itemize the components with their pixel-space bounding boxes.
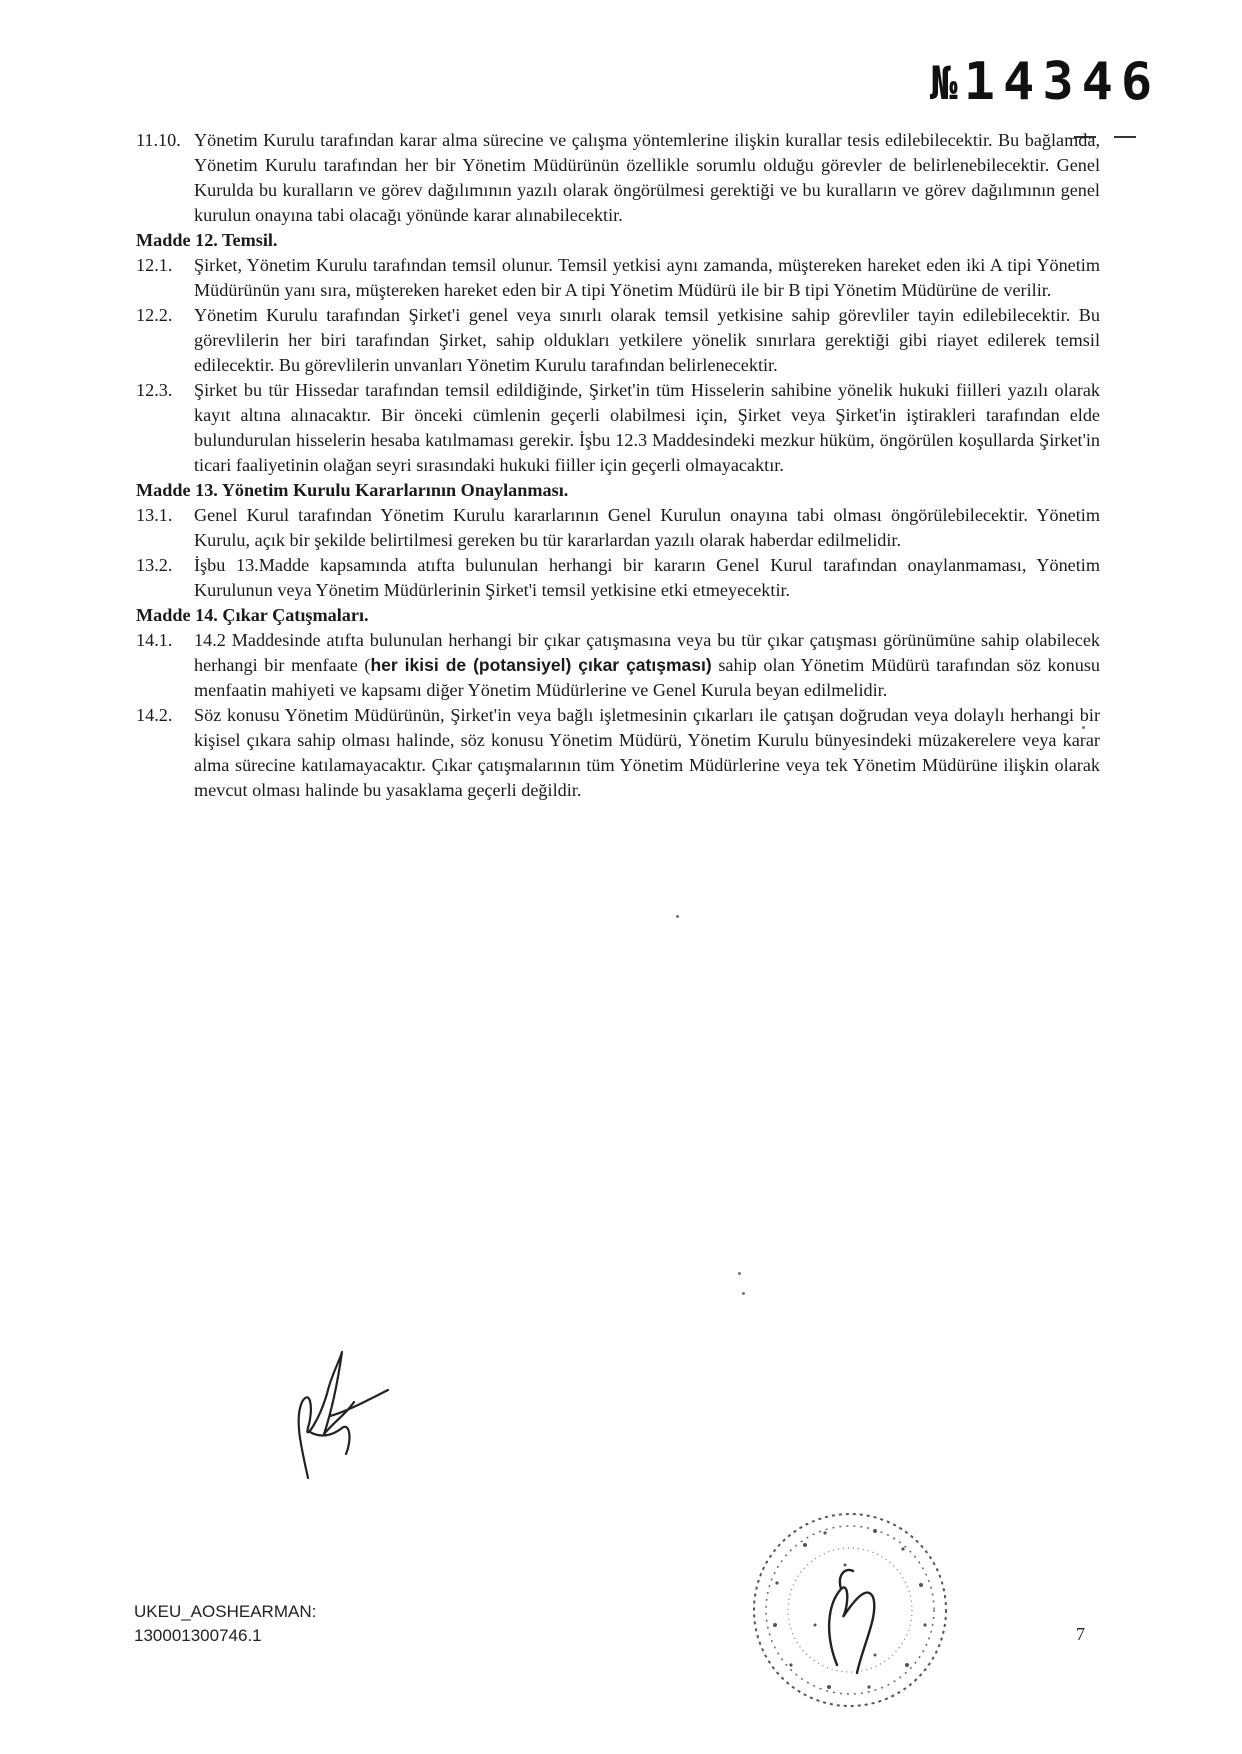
paragraph-text: Söz konusu Yönetim Müdürünün, Şirket'in veya bağlı işletmesinin çıkarları ile çatışan doğrudan veya dolaylı herhangi bir kişisel çıkara sahip olması halinde, söz konusu Yönetim Müdürü, Yönetim Kurulu bünyesindeki müzakerelere veya karar alma sürecine katılamayacaktır. Çıkar çatışmalarının tüm Yönetim Müdürlerine veya tek Yönetim Müdürüne ilişkin olarak mevcut olması halinde bu yasaklama geçerli değildir. — [194, 705, 1100, 800]
paragraph-number: 12.1. — [136, 255, 173, 275]
scan-speck — [738, 1272, 741, 1275]
scan-speck — [742, 1292, 745, 1295]
paragraph-text — [194, 628, 1100, 703]
notary-seal-image — [745, 1505, 955, 1715]
article-heading-14: Madde 14. Çıkar Çatışmaları. — [136, 605, 369, 625]
scan-speck — [676, 915, 679, 918]
document-reference — [134, 1600, 316, 1648]
scan-speck — [1082, 726, 1085, 729]
margin-dash — [1114, 136, 1136, 138]
article-heading-12: Madde 12. Temsil. — [136, 230, 278, 250]
paragraph-number: 12.2. — [136, 305, 173, 325]
reference-line-2: 130001300746.1 — [134, 1626, 262, 1645]
paragraph-11-10 — [136, 128, 1100, 228]
document-number — [930, 52, 1160, 112]
document-number-value: 14346 — [963, 52, 1161, 112]
paragraph-number: 14.1. — [136, 630, 173, 650]
paragraph-number: 11.10. — [136, 130, 181, 150]
paragraph-number: 13.1. — [136, 505, 173, 525]
paragraph-text: Şirket bu tür Hissedar tarafından temsil edildiğinde, Şirket'in tüm Hisselerin sahibine yönelik hukuki fiilleri yazılı olarak kayıt altına alınacaktır. Bir önceki cümlenin geçerli olabilmesi için, Şirket veya Şirket'in iştirakleri tarafından elde bulundurulan hisselerin hesaba katılmaması gerekir. İşbu 12.3 Maddesindeki mezkur hüküm, öngörülen koşullarda Şirket'in ticari faaliyetinin olağan seyri sırasındaki hukuki fiiller için geçerli olmayacaktır. — [194, 380, 1100, 475]
paragraph-text: Genel Kurul tarafından Yönetim Kurulu kararlarının Genel Kurulun onayına tabi olması öngörülebilecektir. Yönetim Kurulu, açık bir şekilde belirtilmesi gereken bu tür kararlardan yazılı olarak haberdar edilmelidir. — [194, 505, 1100, 550]
paragraph-text-end: sahip olan Yönetim Müdürü tarafından söz konusu menfaatin mahiyeti ve kapsamı diğer Yönetim Müdürlerine ve Genel Kurula beyan edilmelidir. — [194, 655, 1101, 700]
paragraph-14-2 — [136, 703, 1100, 803]
paragraph-13-2 — [136, 553, 1100, 603]
paragraph-text: Şirket, Yönetim Kurulu tarafından temsil olunur. Temsil yetkisi aynı zamanda, müştereken hareket eden iki A tipi Yönetim Müdürünün yanı sıra, müştereken hareket eden bir A tipi Yönetim Müdürü ile bir B tipi Yönetim Müdürüne de verilir. — [194, 255, 1100, 300]
document-body — [136, 128, 1100, 803]
document-number-prefix: № — [930, 56, 958, 110]
article-heading-13: Madde 13. Yönetim Kurulu Kararlarının Onaylanması. — [136, 480, 569, 500]
paragraph-13-1 — [136, 503, 1100, 553]
signature-image — [280, 1350, 390, 1480]
paragraph-number: 13.2. — [136, 555, 173, 575]
paragraph-text: İşbu 13.Madde kapsamında atıfta bulunulan herhangi bir kararın Genel Kurul tarafından onaylanmaması, Yönetim Kurulunun veya Yönetim Müdürlerinin Şirket'i temsil yetkisine etki etmeyecektir. — [194, 555, 1100, 600]
paragraph-number: 12.3. — [136, 380, 173, 400]
reference-line-1: UKEU_AOSHEARMAN: — [134, 1602, 317, 1621]
paragraph-bold-text: her ikisi de (potansiyel) çıkar çatışması) — [370, 655, 712, 675]
paragraph-text: Yönetim Kurulu tarafından Şirket'i genel veya sınırlı olarak temsil yetkisine sahip görevliler tayin edilebilecektir. Bu görevlilerin her biri tarafından Şirket, sahip oldukları yetkilere yönelik sınırlara gerektiği gibi riayet edilerek temsil edilecektir. Bu görevlilerin unvanları Yönetim Kurulu tarafından belirlenecektir. — [194, 305, 1100, 375]
paragraph-number: 14.2. — [136, 705, 173, 725]
paragraph-12-1 — [136, 253, 1100, 303]
page-number: 7 — [1076, 1624, 1085, 1644]
paragraph-text-start: 14.2 Maddesinde atıfta bulunulan herhangi bir çıkar çatışmasına veya bu tür çıkar çatışması görünümüne sahip olabilecek herhangi bir menfaate ( — [194, 630, 1100, 675]
paragraph-text: Yönetim Kurulu tarafından karar alma sürecine ve çalışma yöntemlerine ilişkin kurallar tesis edilebilecektir. Bu bağlamda, Yönetim Kurulu tarafından her bir Yönetim Müdürünün özellikle sorumlu olduğu görevler de belirlenebilecektir. Genel Kurulda bu kuralların ve görev dağılımının yazılı olarak öngörülmesi gerektiği ve bu kuralların ve görev dağılımının genel kurulun onayına tabi olacağı yönünde karar alınabilecektir. — [194, 130, 1100, 225]
paragraph-12-2 — [136, 303, 1100, 378]
paragraph-12-3 — [136, 378, 1100, 478]
paragraph-14-1 — [136, 628, 1100, 703]
